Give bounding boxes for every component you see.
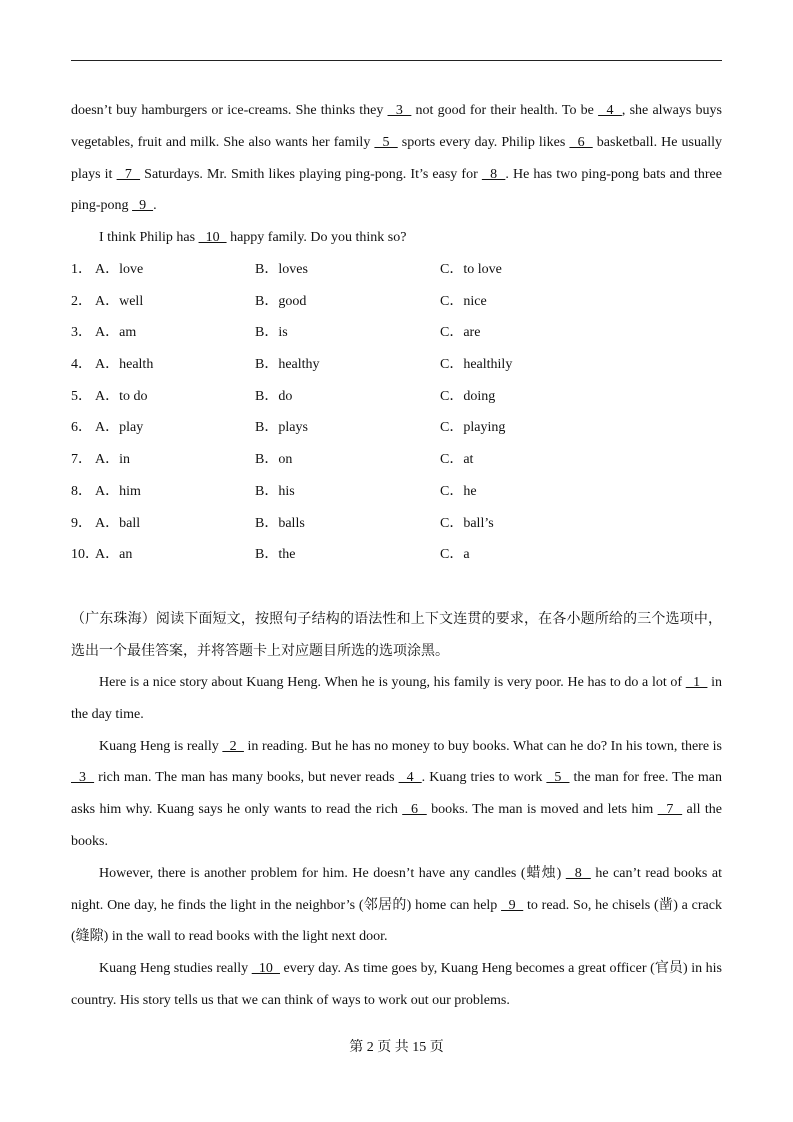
paragraph <box>71 858 722 953</box>
option-a: A．him <box>95 483 141 499</box>
answer-blank: 6 <box>569 134 593 150</box>
option-c: C．a <box>440 547 470 563</box>
paragraph-text: . He has two ping-pong bats and three ping-pong <box>71 166 722 214</box>
answer-blank: 2 <box>222 738 244 754</box>
paragraph-text: in the day time. <box>71 675 723 722</box>
paragraph-text: . <box>153 198 157 214</box>
paragraph-text: every day. As time goes by, Kuang Heng becomes a great officer (官员) in his country. His story tells us that we can think of ways to work out our problems. <box>71 961 722 1008</box>
option-b: B．loves <box>255 262 308 277</box>
answer-blank: 8 <box>481 166 506 182</box>
option-a: A．to do <box>95 388 148 404</box>
question-options-row <box>71 412 722 444</box>
option-b: B．his <box>255 483 295 499</box>
paragraph-text: happy family. Do you think so? <box>226 230 407 246</box>
answer-blank: 10 <box>198 230 227 246</box>
question-options-row <box>71 286 722 318</box>
answer-blank: 6 <box>402 802 427 818</box>
paragraph-text: Saturdays. Mr. Smith likes playing ping-pong. It’s easy for <box>140 166 482 182</box>
question-number: 8． <box>71 483 92 499</box>
header-rule <box>71 60 722 61</box>
question-number: 7． <box>71 452 92 468</box>
instruction-text: （广东珠海）阅读下面短文，按照句子结构的语法性和上下文连贯的要求，在各小题所给的三个选项中，选出一个最佳答案，并将答题卡上对应题目所选的选项涂黑。 <box>71 612 722 659</box>
option-b: B．on <box>255 452 293 468</box>
option-c: C．playing <box>440 420 506 436</box>
question-number: 4． <box>71 357 92 373</box>
option-b: B．balls <box>255 515 305 531</box>
paragraph-text: books. The man is moved and lets him <box>426 802 658 818</box>
question-number: 3． <box>71 325 92 341</box>
option-c: C．doing <box>440 388 496 404</box>
question-options-row <box>71 444 722 476</box>
paragraph <box>71 953 722 1017</box>
option-a: A．health <box>95 357 154 373</box>
question-number: 2． <box>71 293 92 309</box>
question-number: 9． <box>71 515 92 531</box>
options-list <box>71 254 722 571</box>
paragraph-text: Here is a nice story about Kuang Heng. When he is young, his family is very poor. He has to do a lot of <box>99 675 686 690</box>
option-c: C．nice <box>440 293 487 309</box>
paragraph-text: doesn’t buy hamburgers or ice-creams. She thinks they <box>71 103 388 118</box>
option-b: B．plays <box>255 420 308 436</box>
answer-blank: 10 <box>251 961 280 977</box>
answer-blank: 8 <box>565 865 591 881</box>
page-footer: 第 2 页 共 15 页 <box>349 1040 444 1055</box>
option-b: B．do <box>255 388 293 404</box>
option-b: B．healthy <box>255 357 320 373</box>
question-options-row <box>71 539 722 571</box>
question-options-row <box>71 254 722 286</box>
option-a: A．in <box>95 452 130 468</box>
paragraph <box>71 95 722 222</box>
question-options-row <box>71 381 722 413</box>
paragraph-text: rich man. The man has many books, but never reads <box>94 770 399 786</box>
answer-blank: 5 <box>374 134 398 150</box>
option-a: A．am <box>95 325 137 341</box>
answer-blank: 9 <box>501 897 524 913</box>
option-c: C．he <box>440 483 477 499</box>
paragraph <box>71 731 722 858</box>
question-number: 5． <box>71 388 92 404</box>
option-c: C．healthily <box>440 357 513 373</box>
answer-blank: 7 <box>657 802 683 818</box>
answer-blank: 4 <box>398 770 422 786</box>
answer-blank: 7 <box>116 166 141 182</box>
paragraph-text: , she always buys vegetables, fruit and milk. She also wants her family <box>71 103 722 150</box>
option-c: C．to love <box>440 262 502 277</box>
paragraph-text: sports every day. Philip likes <box>397 134 570 150</box>
question-options-row <box>71 349 722 381</box>
question-options-row <box>71 317 722 349</box>
paragraph-text: all the books. <box>71 802 723 849</box>
paragraph <box>71 667 722 731</box>
paragraph-text: the man for free. The man asks him why. Kuang says he only wants to read the rich <box>71 770 723 818</box>
option-a: A．play <box>95 420 144 436</box>
answer-blank: 4 <box>598 103 622 118</box>
instruction-block <box>71 604 722 668</box>
question-options-row <box>71 508 722 540</box>
option-b: B．is <box>255 325 288 341</box>
paragraph-text: in reading. But he has no money to buy books. What can he do? In his town, there is <box>243 738 723 754</box>
paragraph-text: Kuang Heng studies really <box>99 961 252 977</box>
answer-blank: 3 <box>387 103 412 118</box>
option-c: C．ball’s <box>440 515 494 531</box>
option-a: A．love <box>95 262 144 277</box>
answer-blank: 9 <box>132 198 154 214</box>
answer-blank: 5 <box>546 770 570 786</box>
option-b: B．the <box>255 547 296 563</box>
paragraph-text: Kuang Heng is really <box>99 738 223 754</box>
question-number: 1． <box>71 262 92 277</box>
passage-2 <box>71 667 722 1017</box>
answer-blank: 1 <box>685 675 708 690</box>
option-b: B．good <box>255 293 307 309</box>
option-a: A．an <box>95 547 133 563</box>
option-a: A．ball <box>95 515 141 531</box>
paragraph <box>71 222 722 254</box>
option-c: C．at <box>440 452 474 468</box>
answer-blank: 3 <box>71 770 95 786</box>
paragraph-text: However, there is another problem for him. He doesn’t have any candles (蜡烛) <box>99 865 566 881</box>
paragraph-text: to read. So, he chisels (凿) a crack (缝隙) in the wall to read books with the light next door. <box>71 897 722 945</box>
paragraph-text: basketball. He usually plays it <box>71 134 722 182</box>
option-a: A．well <box>95 293 144 309</box>
paragraph-text: he can’t read books at night. One day, he finds the light in the neighbor’s (邻居的) home can help <box>71 865 722 913</box>
paragraph-text: I think Philip has <box>99 230 199 246</box>
question-number: 6． <box>71 420 92 436</box>
paragraph-text: not good for their health. To be <box>411 103 599 118</box>
option-c: C．are <box>440 325 481 341</box>
question-number: 10． <box>71 547 99 563</box>
passage-1 <box>71 95 722 254</box>
question-options-row <box>71 476 722 508</box>
paragraph-text: . Kuang tries to work <box>421 770 547 786</box>
